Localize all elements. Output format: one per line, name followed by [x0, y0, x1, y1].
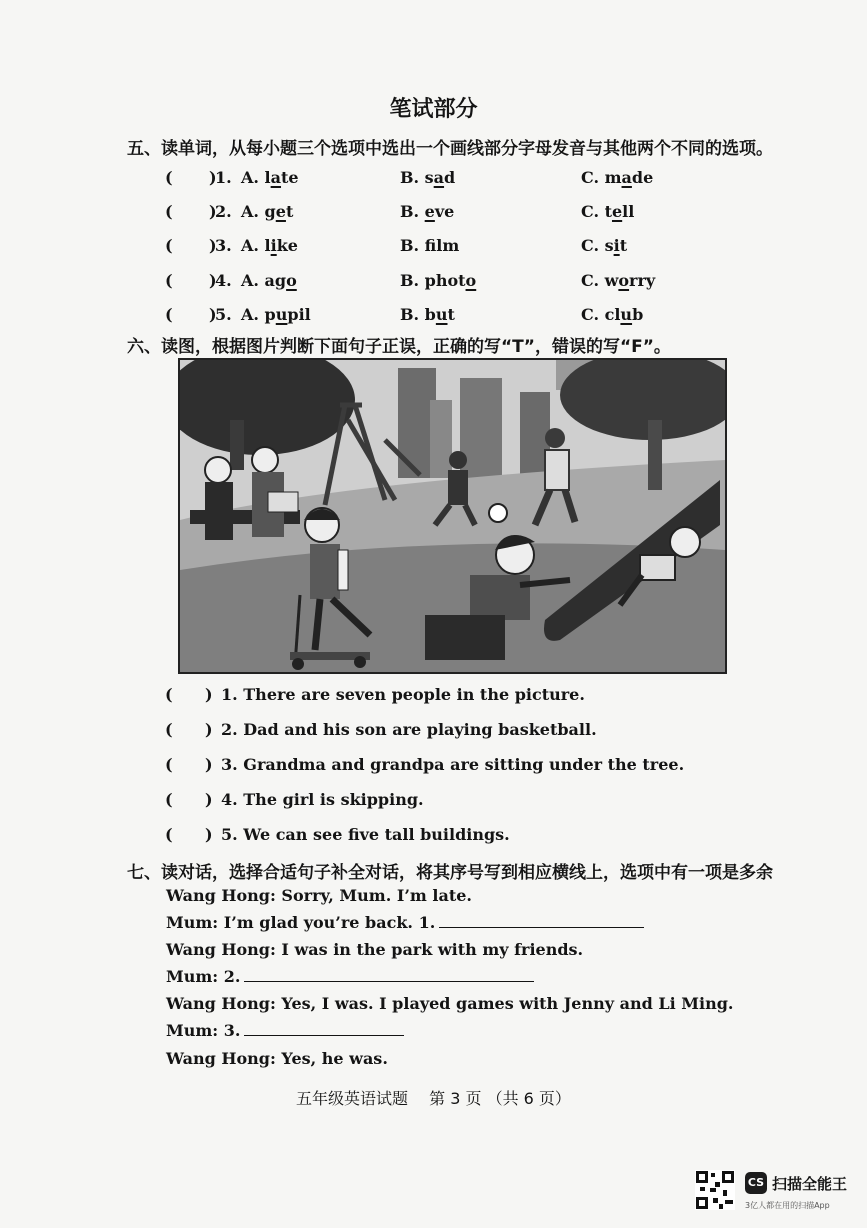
option-suffix: lm: [436, 236, 460, 255]
statement-text: 4. The girl is skipping.: [221, 790, 424, 809]
answer-paren-open[interactable]: (: [165, 202, 173, 221]
answer-blank-2[interactable]: [244, 980, 534, 982]
underlined-letters: i: [270, 236, 277, 255]
option-prefix: B. s: [400, 168, 434, 187]
option-suffix: pil: [287, 305, 311, 324]
option-c: [581, 305, 643, 324]
page-footer: 五年级英语试题 第 3 页 （共 6 页）: [296, 1089, 571, 1108]
park-scene-svg: [180, 360, 725, 672]
dialogue-line: Wang Hong: I was in the park with my friends.: [166, 940, 584, 959]
underlined-letters: a: [621, 168, 632, 187]
camscanner-logo-icon: CS: [745, 1172, 767, 1194]
option-suffix: ll: [622, 202, 635, 221]
park-illustration: [178, 358, 727, 674]
option-c: [581, 271, 655, 290]
underlined-letters: e: [275, 202, 286, 221]
answer-paren-close: ): [209, 271, 217, 290]
dialogue-line: Wang Hong: Yes, I was. I played games with Jenny and Li Ming.: [166, 994, 734, 1013]
dialogue-line: [166, 967, 534, 986]
underlined-letters: o: [286, 271, 297, 290]
dialogue-line: [166, 913, 644, 932]
underlined-letters: u: [435, 305, 448, 324]
pronunciation-item: [165, 202, 685, 228]
page-title: 笔试部分: [389, 97, 478, 122]
option-suffix: d: [444, 168, 456, 187]
underlined-letters: u: [275, 305, 288, 324]
answer-paren-open[interactable]: (: [165, 755, 173, 774]
item-number: 5.: [215, 305, 232, 324]
option-suffix: t: [447, 305, 455, 324]
option-prefix: C. cl: [581, 305, 621, 324]
answer-paren-close: ): [209, 236, 217, 255]
option-prefix: A. g: [241, 202, 276, 221]
watermark-name: 扫描全能王: [772, 1175, 848, 1193]
statement-text: 5. We can see five tall buildings.: [221, 825, 510, 844]
answer-paren-open[interactable]: (: [165, 825, 173, 844]
answer-paren-open[interactable]: (: [165, 271, 173, 290]
pronunciation-item: [165, 236, 685, 262]
answer-paren-close: ): [209, 202, 217, 221]
answer-blank-1[interactable]: [439, 926, 644, 928]
option-suffix: t: [619, 236, 628, 255]
underlined-letters: o: [465, 271, 477, 290]
item-number: 2.: [215, 202, 232, 221]
dialogue-line: Wang Hong: Yes, he was.: [166, 1049, 388, 1068]
option-suffix: de: [631, 168, 654, 187]
dialogue-text: Mum: I’m glad you’re back. 1.: [166, 913, 436, 932]
option-prefix: C. m: [581, 168, 622, 187]
tree-right-trunk: [648, 420, 662, 490]
pronunciation-item: [165, 168, 685, 194]
option-suffix: rry: [629, 271, 656, 290]
option-prefix: A. l: [241, 236, 271, 255]
option-suffix: ve: [434, 202, 455, 221]
statement-text: 1. There are seven people in the picture.: [221, 685, 585, 704]
dialogue-line: Wang Hong: Sorry, Mum. I’m late.: [166, 886, 472, 905]
watermark-subtitle: 3亿人都在用的扫描App: [745, 1201, 830, 1210]
option-prefix: A. ag: [241, 271, 287, 290]
answer-paren-open[interactable]: (: [165, 236, 173, 255]
option-c: [581, 202, 634, 221]
answer-paren-close: ): [205, 720, 213, 739]
option-prefix: B. f: [400, 236, 437, 255]
underlined-letters: e: [424, 202, 435, 221]
answer-paren-close: ): [205, 790, 213, 809]
section-7-heading: 七、读对话，选择合适句子补全对话，将其序号写到相应横线上，选项中有一项是多余: [127, 863, 773, 883]
pronunciation-item: [165, 271, 685, 297]
option-prefix: B. b: [400, 305, 436, 324]
underlined-letters: i: [613, 236, 620, 255]
option-a: [241, 236, 298, 255]
underlined-letters: e: [611, 202, 623, 221]
option-suffix: te: [281, 168, 299, 187]
answer-paren-open[interactable]: (: [165, 168, 173, 187]
camscanner-watermark: [693, 1168, 863, 1218]
answer-paren-open[interactable]: (: [165, 790, 173, 809]
option-prefix: C. t: [581, 202, 612, 221]
option-prefix: C. w: [581, 271, 619, 290]
option-b: [400, 271, 476, 290]
item-number: 3.: [215, 236, 232, 255]
dialogue-line: [166, 1021, 404, 1040]
item-number: 1.: [215, 168, 232, 187]
answer-paren-open[interactable]: (: [165, 720, 173, 739]
option-prefix: A. p: [241, 305, 276, 324]
option-a: [241, 305, 311, 324]
option-prefix: A. l: [241, 168, 271, 187]
answer-paren-close: ): [209, 305, 217, 324]
option-suffix: ke: [276, 236, 298, 255]
pronunciation-item: [165, 305, 685, 331]
dialogue-text: Mum: 2.: [166, 967, 241, 986]
option-a: [241, 168, 299, 187]
option-prefix: C. s: [581, 236, 614, 255]
underlined-letters: u: [620, 305, 633, 324]
answer-blank-3[interactable]: [244, 1034, 404, 1036]
answer-paren-close: ): [205, 685, 213, 704]
section-5-heading: 五、读单词，从每小题三个选项中选出一个画线部分字母发音与其他两个不同的选项。: [127, 139, 773, 159]
item-number: 4.: [215, 271, 232, 290]
option-suffix: t: [285, 202, 294, 221]
statement-text: 3. Grandma and grandpa are sitting under the tree.: [221, 755, 685, 774]
answer-paren-close: ): [205, 825, 213, 844]
option-prefix: B. phot: [400, 271, 466, 290]
statement-text: 2. Dad and his son are playing basketball.: [221, 720, 597, 739]
answer-paren-close: ): [205, 755, 213, 774]
answer-paren-close: ): [209, 168, 217, 187]
building: [430, 400, 452, 478]
option-c: [581, 168, 653, 187]
option-suffix: b: [632, 305, 644, 324]
underlined-letters: a: [270, 168, 282, 187]
answer-paren-open[interactable]: (: [165, 305, 173, 324]
dialogue-text: Mum: 3.: [166, 1021, 241, 1040]
option-a: [241, 202, 293, 221]
option-b: [400, 168, 455, 187]
option-b: [400, 305, 455, 324]
option-b: [400, 236, 459, 255]
qr-code-icon: [695, 1170, 735, 1210]
tree-left-trunk: [230, 420, 244, 470]
answer-paren-open[interactable]: (: [165, 685, 173, 704]
option-b: [400, 202, 454, 221]
underlined-letters: o: [618, 271, 630, 290]
option-c: [581, 236, 627, 255]
option-a: [241, 271, 297, 290]
option-prefix: B.: [400, 202, 425, 221]
underlined-letters: a: [433, 168, 445, 187]
section-6-heading: 六、读图，根据图片判断下面句子正误，正确的写“T”，错误的写“F”。: [127, 337, 671, 357]
